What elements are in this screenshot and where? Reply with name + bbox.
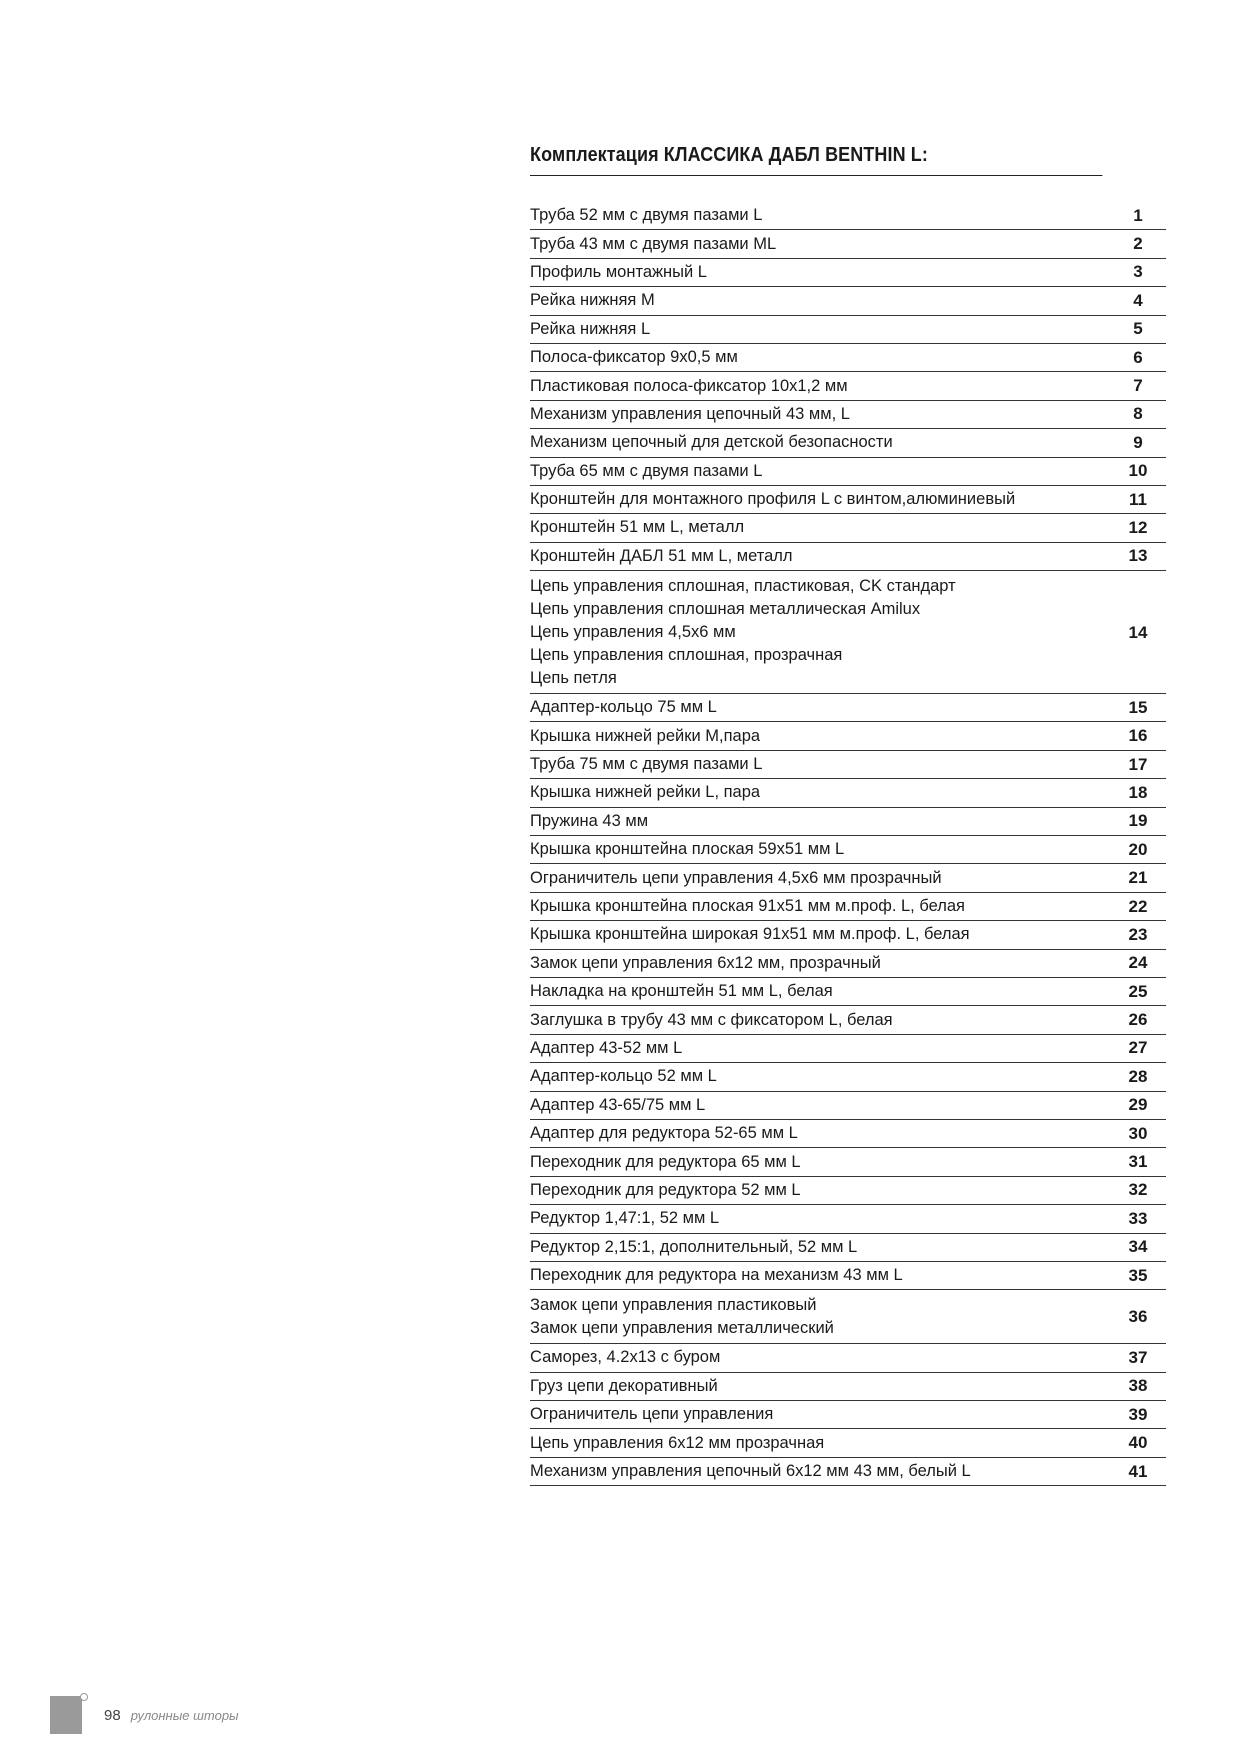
part-name: Труба 52 мм с двумя пазами L [530, 206, 763, 225]
part-number: 17 [1128, 754, 1148, 774]
part-names [530, 838, 1110, 861]
part-row [530, 1234, 1166, 1262]
part-row [530, 202, 1166, 230]
part-name: Кронштейн ДАБЛ 51 мм L, металл [530, 546, 793, 565]
part-names [530, 1236, 1110, 1259]
part-number: 38 [1128, 1376, 1148, 1396]
part-names [530, 233, 1110, 256]
part-names [530, 1065, 1110, 1088]
part-row [530, 486, 1166, 514]
part-row [530, 571, 1166, 694]
part-number: 31 [1128, 1152, 1148, 1172]
part-names [530, 753, 1110, 776]
part-name: Рейка нижняя L [530, 319, 651, 338]
part-name: Крышка нижней рейки L, пара [530, 783, 761, 802]
part-number: 33 [1128, 1208, 1148, 1228]
part-names [530, 895, 1110, 918]
part-name: Адаптер-кольцо 52 мм L [530, 1067, 717, 1086]
part-name: Переходник для редуктора 65 мм L [530, 1152, 801, 1171]
part-row [530, 458, 1166, 486]
part-row [530, 1092, 1166, 1120]
part-names [530, 1009, 1110, 1032]
page-title: Комплектация КЛАССИКА ДАБЛ BENTHIN L: [530, 144, 1102, 176]
part-names [530, 1294, 1110, 1340]
part-name: Крышка кронштейна плоская 91x51 мм м.проф. L, белая [530, 897, 965, 915]
part-row [530, 808, 1166, 836]
part-number: 16 [1128, 726, 1148, 746]
part-number: 41 [1128, 1461, 1148, 1481]
part-row [530, 429, 1166, 457]
part-name: Труба 75 мм с двумя пазами L [530, 755, 763, 774]
part-names [530, 516, 1110, 539]
part-name: Адаптер-кольцо 75 мм L [530, 698, 717, 717]
part-number: 21 [1128, 868, 1148, 888]
part-number: 27 [1128, 1038, 1148, 1058]
part-names [530, 431, 1110, 454]
part-number: 26 [1128, 1010, 1148, 1030]
part-name: Труба 65 мм с двумя пазами L [530, 461, 763, 480]
part-number: 37 [1128, 1347, 1148, 1367]
part-row [530, 722, 1166, 750]
part-number: 10 [1128, 461, 1148, 481]
part-names [530, 1094, 1110, 1117]
part-number: 3 [1133, 262, 1143, 282]
footer-section-name: рулонные шторы [130, 1707, 239, 1723]
part-names [530, 488, 1110, 511]
part-number: 19 [1128, 811, 1148, 831]
part-number: 14 [1128, 622, 1148, 642]
part-names [530, 867, 1110, 890]
part-name: Крышка нижней рейки M,пара [530, 726, 761, 745]
part-row [530, 864, 1166, 892]
part-number: 30 [1128, 1123, 1148, 1143]
part-name: Ограничитель цепи управления [530, 1405, 774, 1424]
part-row [530, 751, 1166, 779]
part-name: Редуктор 1,47:1, 52 мм L [530, 1209, 720, 1228]
part-names [530, 1460, 1110, 1483]
part-row [530, 1344, 1166, 1372]
part-number: 20 [1128, 839, 1148, 859]
part-number: 23 [1128, 924, 1148, 944]
part-names [530, 261, 1110, 284]
part-number: 40 [1128, 1433, 1148, 1453]
part-row [530, 1148, 1166, 1176]
part-name: Рейка нижняя M [530, 291, 655, 310]
part-number: 7 [1133, 376, 1143, 396]
part-row [530, 259, 1166, 287]
part-name: Переходник для редуктора на механизм 43 мм L [530, 1266, 903, 1285]
part-names [530, 923, 1110, 946]
part-names [530, 318, 1110, 341]
part-number: 39 [1128, 1404, 1148, 1424]
part-names [530, 460, 1110, 483]
part-row [530, 1177, 1166, 1205]
part-name: Замок цепи управления пластиковый [530, 1296, 817, 1315]
part-name: Кронштейн для монтажного профиля L с винтом,алюминиевый [530, 490, 1016, 509]
part-names [530, 781, 1110, 804]
part-row [530, 893, 1166, 921]
part-names [530, 1037, 1110, 1060]
part-row [530, 1006, 1166, 1034]
part-row [530, 1035, 1166, 1063]
part-row [530, 1262, 1166, 1290]
part-names [530, 1432, 1110, 1455]
part-name: Накладка на кронштейн 51 мм L, белая [530, 982, 833, 1001]
part-number: 36 [1128, 1307, 1148, 1327]
part-row [530, 401, 1166, 429]
part-name: Механизм управления цепочный 43 мм, L [530, 404, 850, 423]
part-number: 11 [1129, 489, 1147, 509]
part-number: 34 [1128, 1237, 1148, 1257]
part-names [530, 1403, 1110, 1426]
part-name: Цепь управления 6x12 мм прозрачная [530, 1433, 825, 1452]
part-row [530, 836, 1166, 864]
part-name: Цепь управления 4,5x6 мм [530, 623, 736, 642]
part-name: Пружина 43 мм [530, 811, 649, 830]
part-name: Профиль монтажный L [530, 262, 707, 281]
part-number: 24 [1128, 953, 1148, 973]
part-row [530, 1120, 1166, 1148]
part-number: 22 [1128, 896, 1148, 916]
part-names [530, 980, 1110, 1003]
part-number: 6 [1133, 347, 1143, 367]
part-names [530, 1375, 1110, 1398]
part-row [530, 950, 1166, 978]
part-names [530, 375, 1110, 398]
part-number: 2 [1133, 234, 1143, 254]
part-names [530, 545, 1110, 568]
part-row [530, 344, 1166, 372]
part-name: Труба 43 мм с двумя пазами ML [530, 234, 777, 253]
part-names [530, 1179, 1110, 1202]
part-name: Крышка кронштейна широкая 91x51 мм м.проф. L, белая [530, 925, 970, 944]
part-row [530, 1205, 1166, 1233]
part-name: Механизм управления цепочный 6x12 мм 43 мм, белый L [530, 1462, 971, 1481]
part-name: Редуктор 2,15:1, дополнительный, 52 мм L [530, 1237, 858, 1256]
part-row [530, 287, 1166, 315]
part-number: 13 [1128, 546, 1148, 566]
part-number: 4 [1133, 290, 1143, 310]
part-number: 29 [1128, 1095, 1148, 1115]
part-names [530, 1122, 1110, 1145]
part-row [530, 779, 1166, 807]
part-row [530, 1429, 1166, 1457]
part-row [530, 316, 1166, 344]
part-name: Груз цепи декоративный [530, 1376, 718, 1395]
part-name: Замок цепи управления 6x12 мм, прозрачный [530, 953, 881, 972]
part-row [530, 921, 1166, 949]
part-names [530, 575, 1110, 690]
part-names [530, 289, 1110, 312]
part-name: Крышка кронштейна плоская 59x51 мм L [530, 840, 845, 859]
part-name: Механизм цепочный для детской безопасности [530, 433, 893, 452]
part-names [530, 204, 1110, 227]
part-name: Цепь управления сплошная металлическая Amilux [530, 600, 921, 619]
part-names [530, 346, 1110, 369]
part-names [530, 725, 1110, 748]
part-names [530, 403, 1110, 426]
part-name: Переходник для редуктора 52 мм L [530, 1180, 801, 1199]
part-name: Цепь управления сплошная, пластиковая, CK стандарт [530, 577, 956, 596]
parts-section [530, 144, 1166, 1486]
part-number: 15 [1128, 697, 1148, 717]
part-number: 5 [1133, 319, 1143, 339]
part-row [530, 694, 1166, 722]
part-name: Адаптер для редуктора 52-65 мм L [530, 1124, 798, 1143]
part-row [530, 543, 1166, 571]
part-names [530, 810, 1110, 833]
part-number: 9 [1133, 432, 1143, 452]
part-name: Адаптер 43-65/75 мм L [530, 1095, 706, 1114]
part-names [530, 1264, 1110, 1287]
part-names [530, 1207, 1110, 1230]
part-row [530, 372, 1166, 400]
part-number: 32 [1128, 1180, 1148, 1200]
part-name: Цепь управления сплошная, прозрачная [530, 646, 843, 665]
part-number: 12 [1128, 517, 1148, 537]
part-number: 18 [1128, 782, 1148, 802]
part-name: Заглушка в трубу 43 мм с фиксатором L, белая [530, 1010, 893, 1029]
part-number: 25 [1128, 981, 1148, 1001]
part-row [530, 1290, 1166, 1344]
part-row [530, 1401, 1166, 1429]
part-name: Замок цепи управления металлический [530, 1319, 834, 1338]
part-row [530, 1063, 1166, 1091]
part-number: 35 [1128, 1265, 1148, 1285]
part-row [530, 978, 1166, 1006]
part-number: 28 [1128, 1066, 1148, 1086]
part-name: Цепь петля [530, 669, 617, 688]
parts-list [530, 202, 1166, 1486]
part-name: Адаптер 43-52 мм L [530, 1038, 683, 1057]
part-row [530, 230, 1166, 258]
part-names [530, 696, 1110, 719]
part-name: Пластиковая полоса-фиксатор 10x1,2 мм [530, 376, 848, 395]
part-name: Саморез, 4.2x13 с буром [530, 1348, 721, 1367]
part-names [530, 952, 1110, 975]
part-number: 1 [1133, 205, 1143, 225]
page-footer [50, 1696, 239, 1734]
page-number: 98 [104, 1706, 121, 1724]
part-name: Ограничитель цепи управления 4,5x6 мм прозрачный [530, 868, 942, 887]
part-row [530, 1373, 1166, 1401]
part-name: Кронштейн 51 мм L, металл [530, 518, 745, 537]
part-row [530, 514, 1166, 542]
page-marker-dot [80, 1693, 88, 1701]
part-names [530, 1346, 1110, 1369]
part-row [530, 1458, 1166, 1486]
part-names [530, 1151, 1110, 1174]
part-name: Полоса-фиксатор 9x0,5 мм [530, 348, 738, 367]
part-number: 8 [1133, 404, 1143, 424]
page-marker-icon [50, 1696, 82, 1734]
